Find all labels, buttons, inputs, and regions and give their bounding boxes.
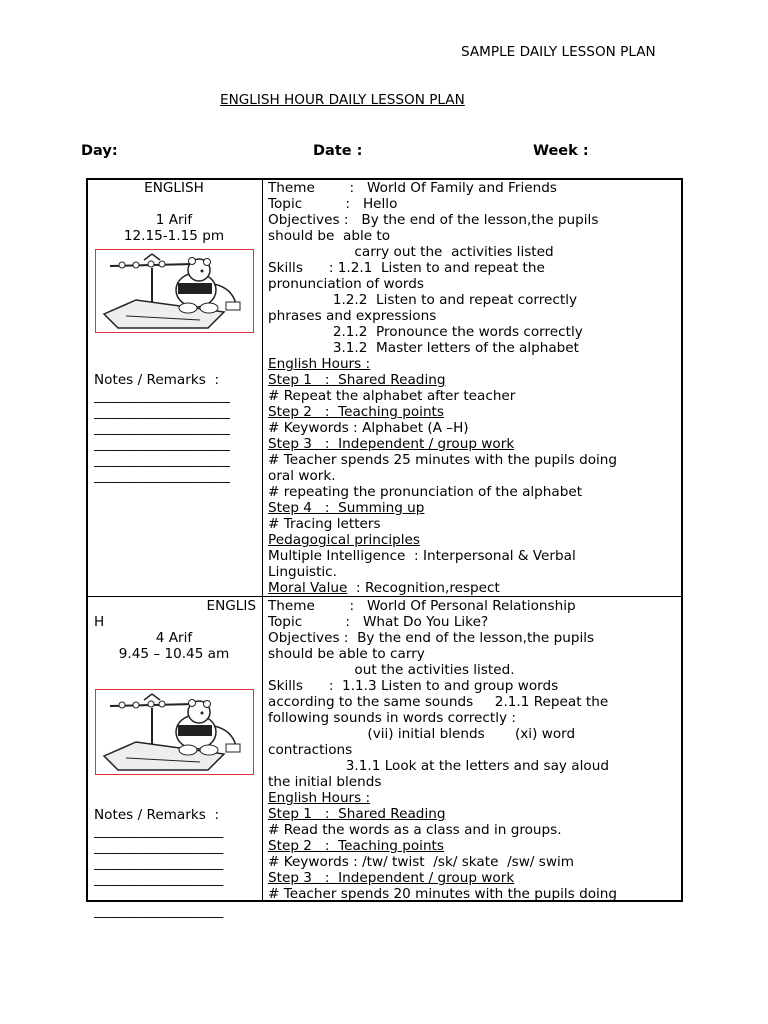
row2-lesson-details <box>268 598 683 902</box>
skills-line: 1.2.2 Listen to and repeat correctly <box>268 292 578 308</box>
row1-lesson-details <box>268 180 683 596</box>
moral-value-text: : Recognition,respect <box>347 580 500 596</box>
column-divider <box>262 180 263 900</box>
pedagogical-detail: Multiple Intelligence : Interpersonal & Verbal <box>268 548 576 564</box>
row2-subject-wrap: H <box>94 614 105 630</box>
note-line: ____________________ <box>94 436 230 452</box>
objectives-line: out the activities listed. <box>268 662 515 678</box>
row1-notes-label: Notes / Remarks : <box>94 372 220 388</box>
note-line: ___________________ <box>94 903 224 919</box>
step-heading: Step 3 : Independent / group work <box>268 436 515 452</box>
step-detail: # Tracing letters <box>268 516 381 532</box>
skills-line: 2.1.2 Pronounce the words correctly <box>268 324 583 340</box>
objectives-line: Objectives : By the end of the lesson,the pupils <box>268 212 599 228</box>
row2-class: 4 Arif <box>155 630 193 646</box>
english-hours-heading: English Hours : <box>268 356 371 372</box>
skills-line: according to the same sounds 2.1.1 Repeat the <box>268 694 609 710</box>
row2-info-cell <box>88 598 260 662</box>
row1-class: 1 Arif <box>155 212 193 228</box>
skills-line: 3.1.2 Master letters of the alphabet <box>268 340 580 356</box>
topic-line: Topic : Hello <box>268 196 398 212</box>
row1-time: 12.15-1.15 pm <box>123 228 225 244</box>
skills-line: contractions <box>268 742 353 758</box>
note-line: ____________________ <box>94 452 230 468</box>
lesson-illustration <box>95 689 254 775</box>
english-hours-heading: English Hours : <box>268 790 371 806</box>
skills-line: 3.1.1 Look at the letters and say aloud <box>268 758 609 774</box>
row1-notes <box>94 372 260 484</box>
step-heading: Step 1 : Shared Reading <box>268 806 446 822</box>
date-label: Date : <box>313 143 363 159</box>
pedagogical-heading: Pedagogical principles <box>268 532 421 548</box>
skills-line: pronunciation of words <box>268 276 424 292</box>
skills-line: following sounds in words correctly : <box>268 710 516 726</box>
theme-line: Theme : World Of Family and Friends <box>268 180 557 196</box>
row2-notes-label: Notes / Remarks : <box>94 807 220 823</box>
step-heading: Step 2 : Teaching points <box>268 838 444 854</box>
skills-line: Skills : 1.2.1 Listen to and repeat the <box>268 260 545 276</box>
step-detail: # Repeat the alphabet after teacher <box>268 388 516 404</box>
row2-subject: ENGLIS <box>206 598 256 614</box>
step-detail: oral work. <box>268 468 336 484</box>
step-heading: Step 2 : Teaching points <box>268 404 444 420</box>
step-detail: # Teacher spends 25 minutes with the pupils doing <box>268 452 618 468</box>
step-detail: # Keywords : Alphabet (A –H) <box>268 420 469 436</box>
note-line: ____________________ <box>94 404 230 420</box>
skills-line: the initial blends <box>268 774 382 790</box>
week-label: Week : <box>533 143 589 159</box>
row2-notes <box>94 807 260 919</box>
topic-line: Topic : What Do You Like? <box>268 614 489 630</box>
objectives-line: carry out the activities listed <box>268 244 554 260</box>
skills-line: phrases and expressions <box>268 308 437 324</box>
page-title: ENGLISH HOUR DAILY LESSON PLAN <box>220 92 465 108</box>
objectives-line: Objectives : By the end of the lesson,the pupils <box>268 630 595 646</box>
note-line: ____________________ <box>94 388 230 404</box>
step-detail: # Keywords : /tw/ twist /sk/ skate /sw/ swim <box>268 854 574 870</box>
moral-value-line: Moral Value : Recognition,respect <box>268 580 500 596</box>
skills-line: Skills : 1.1.3 Listen to and group words <box>268 678 559 694</box>
lesson-plan-table <box>86 178 683 919</box>
day-label: Day: <box>81 143 118 159</box>
row1-info-cell <box>88 180 260 244</box>
document-label: SAMPLE DAILY LESSON PLAN <box>461 44 656 60</box>
note-line: ___________________ <box>94 823 224 839</box>
note-line: ____________________ <box>94 468 230 484</box>
theme-line: Theme : World Of Personal Relationship <box>268 598 576 614</box>
note-line: ___________________ <box>94 855 224 871</box>
step-heading: Step 4 : Summing up <box>268 500 425 516</box>
step-heading: Step 1 : Shared Reading <box>268 372 446 388</box>
step-heading: Step 3 : Independent / group work <box>268 870 515 886</box>
row1-subject: ENGLISH <box>144 180 204 196</box>
note-line: ____________________ <box>94 420 230 436</box>
step-detail: # Read the words as a class and in groups. <box>268 822 562 838</box>
skills-line: (vii) initial blends (xi) word <box>268 726 576 742</box>
step-detail: # repeating the pronunciation of the alphabet <box>268 484 583 500</box>
note-line: ___________________ <box>94 887 224 903</box>
objectives-line: should be able to <box>268 228 391 244</box>
lesson-illustration <box>95 249 254 333</box>
row-divider <box>88 596 681 597</box>
row2-time: 9.45 – 10.45 am <box>118 646 230 662</box>
note-line: ___________________ <box>94 871 224 887</box>
pedagogical-detail: Linguistic. <box>268 564 337 580</box>
step-detail: # Teacher spends 20 minutes with the pupils doing <box>268 886 618 902</box>
note-line: ___________________ <box>94 839 224 855</box>
objectives-line: should be able to carry <box>268 646 425 662</box>
